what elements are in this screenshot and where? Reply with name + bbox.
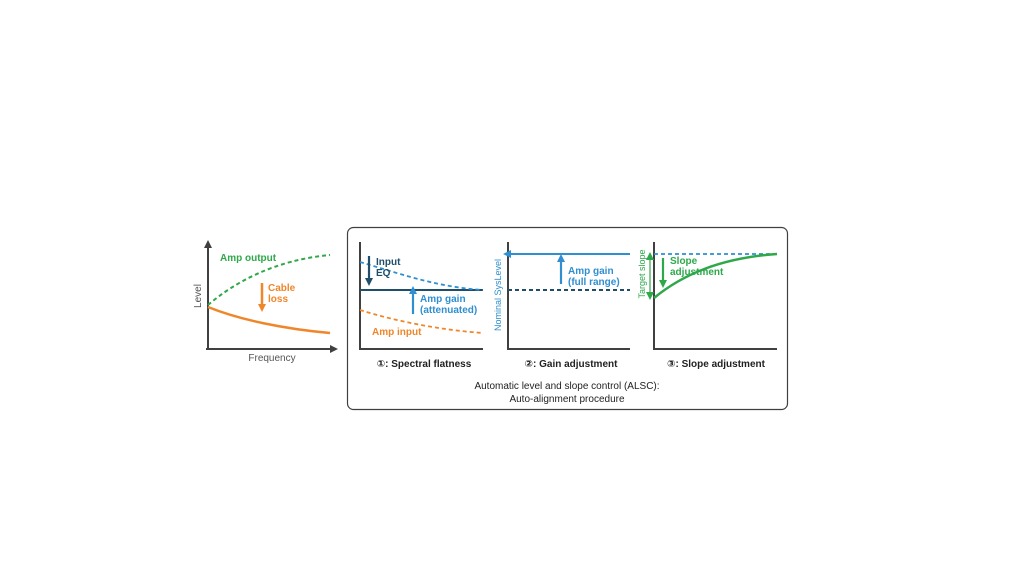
panel2-caption: ②: Gain adjustment [524, 359, 618, 370]
amp-gain-full-label-2: (full range) [568, 277, 620, 288]
panel-gain-adjustment [493, 242, 630, 370]
panel-slope-adjustment [637, 242, 777, 370]
panel-spectral-flatness [359, 242, 483, 370]
footer-line-1: Automatic level and slope control (ALSC): [474, 381, 660, 392]
cable-loss-curve [208, 307, 330, 333]
input-eq-label-2: EQ [376, 268, 391, 279]
panel1-caption: ①: Spectral flatness [376, 359, 472, 370]
amp-output-label: Amp output [220, 253, 277, 264]
left-y-axis-label: Level [193, 284, 204, 308]
amp-input-label: Amp input [372, 327, 422, 338]
left-chart [193, 244, 334, 364]
panel3-y-axis-label: Target slope [637, 249, 647, 299]
amp-gain-full-label-1: Amp gain [568, 266, 614, 277]
amp-gain-attenuated-label-2: (attenuated) [420, 305, 478, 316]
slope-adjustment-label-1: Slope [670, 256, 698, 267]
footer-line-2: Auto-alignment procedure [509, 394, 625, 405]
cable-loss-label-2: loss [268, 294, 289, 305]
cable-loss-label-1: Cable [268, 283, 296, 294]
panel3-caption: ③: Slope adjustment [667, 359, 765, 370]
left-x-axis-label: Frequency [248, 353, 296, 364]
panel2-y-axis-label: Nominal SysLevel [493, 258, 503, 332]
input-eq-label-1: Input [376, 257, 401, 268]
amp-gain-attenuated-label-1: Amp gain [420, 294, 466, 305]
slope-adjustment-label-2: adjustment [670, 267, 724, 278]
